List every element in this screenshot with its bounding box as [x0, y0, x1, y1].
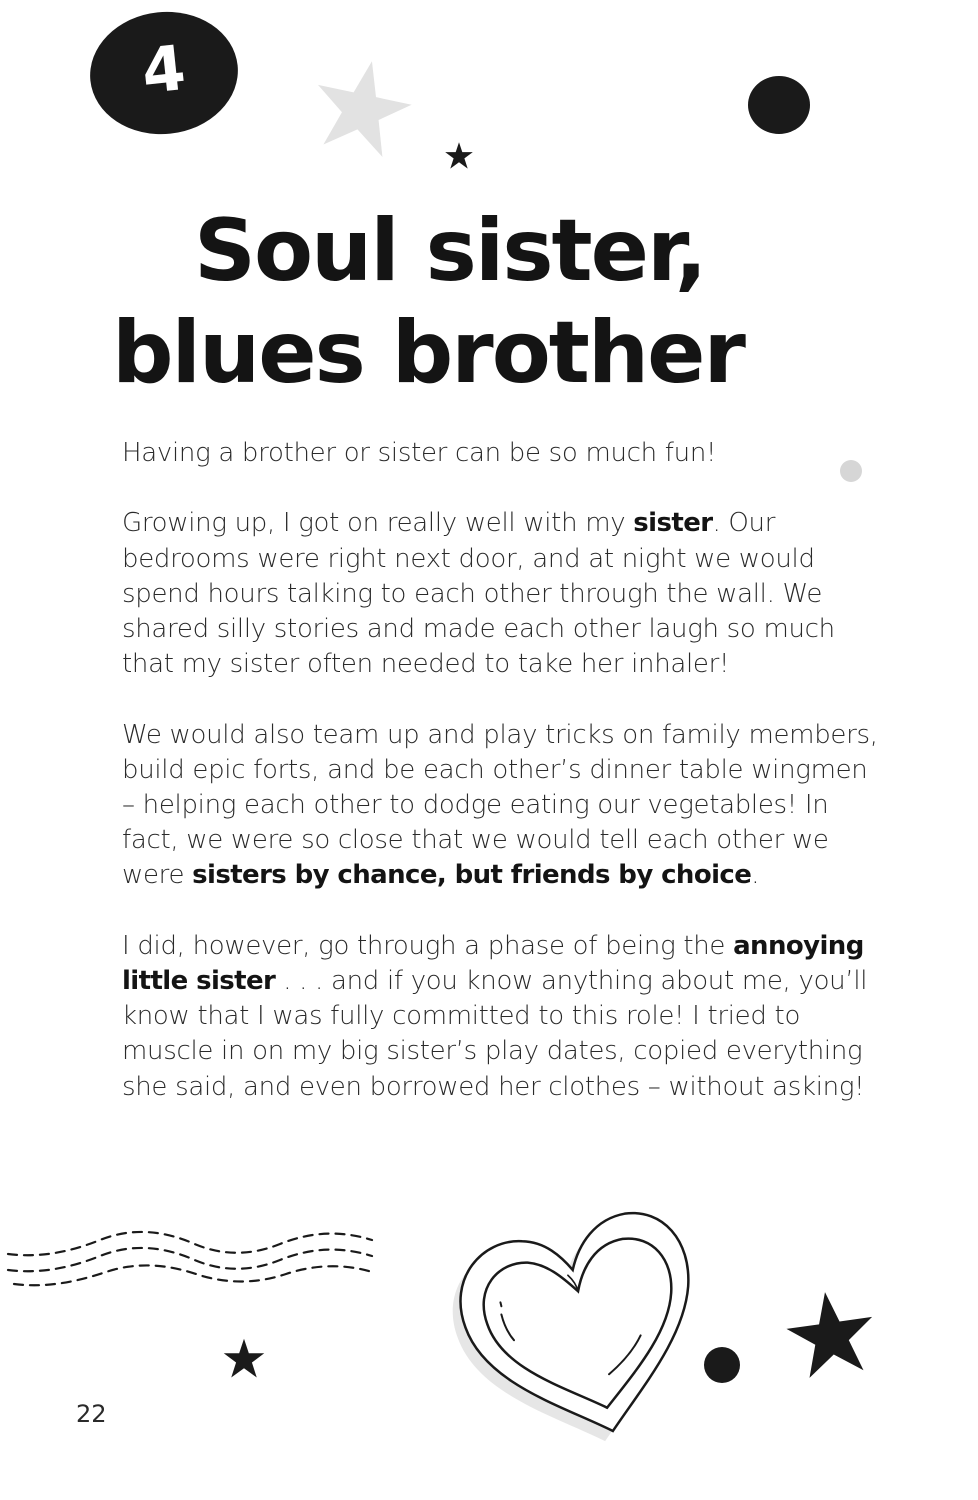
wavy-dashes-icon	[0, 1222, 380, 1292]
paragraph-2-highlight: sister	[633, 508, 713, 539]
page-title	[112, 200, 912, 404]
chapter-number-badge	[84, 5, 244, 142]
chapter-number: 4	[138, 30, 189, 109]
small-star-icon	[444, 141, 474, 171]
page-number: 22	[76, 1400, 107, 1428]
small-star-icon	[222, 1337, 266, 1381]
black-dot-icon	[748, 76, 810, 134]
body-text	[122, 436, 882, 1140]
paragraph-3-text-start: We would also team up and play tricks on family members, build epic forts, and be each other’s dinner table wingmen – helping each other to dodge eating our vegetables! In fact, we were so close that we would tell each other we were	[122, 719, 878, 891]
paragraph-3	[122, 718, 882, 894]
paragraph-2	[122, 506, 882, 682]
paragraph-1-text: Having a brother or sister can be so much fun!	[122, 438, 717, 468]
large-grey-star-icon	[310, 56, 414, 160]
paragraph-2-text-start: Growing up, I got on really well with my	[122, 508, 634, 539]
title-line-2: blues brother	[112, 303, 744, 403]
paragraph-4-text-start: I did, however, go through a phase of being the	[122, 930, 734, 961]
paragraph-4-highlight: annoying little sister	[122, 930, 864, 996]
paragraph-1	[122, 436, 882, 471]
paragraph-4	[122, 929, 882, 1105]
heart-icon	[436, 1200, 722, 1448]
paragraph-4-text-end: . . . and if you know anything about me, you’ll know that I was fully committed to this role! I tried to muscle in on my big sister’s play dates, copied everything she said, and even borrowed her clothes – without asking!	[122, 966, 868, 1102]
paragraph-2-text-end: . Our bedrooms were right next door, and at night we would spend hours talking to each other through the wall. We shared silly stories and made each other laugh so much that my sister often needed to take her inhaler!	[122, 508, 835, 680]
black-star-icon	[784, 1288, 878, 1382]
paragraph-3-text-end: .	[751, 860, 760, 891]
black-dot-icon	[704, 1347, 740, 1383]
paragraph-3-highlight: sisters by chance, but friends by choice	[192, 860, 752, 891]
title-line-1: Soul sister,	[194, 201, 706, 301]
